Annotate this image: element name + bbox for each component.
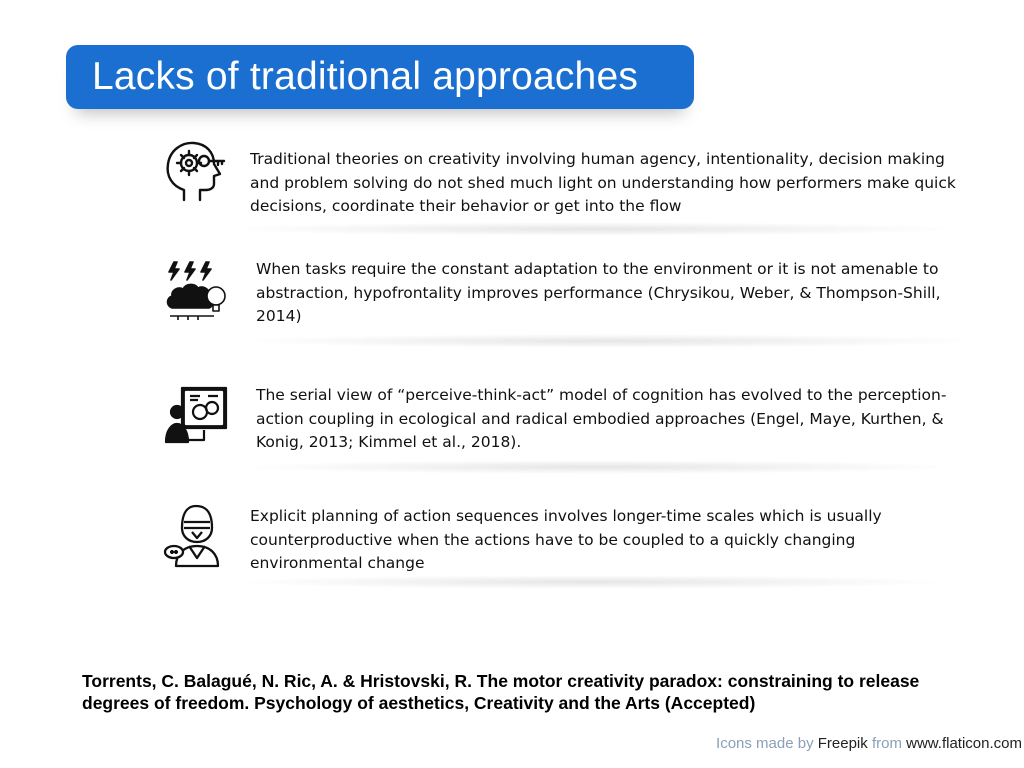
football-player-icon: [162, 500, 228, 570]
title-banner: [66, 45, 694, 109]
list-item: [164, 258, 984, 358]
brain-lightning-bulb-icon: [164, 258, 230, 328]
item-text: Explicit planning of action sequences involves longer-time scales which is usually counterproductive when the actions have to be coupled to a quickly changing environmental change: [250, 507, 882, 572]
item-shadow: [222, 222, 962, 236]
scientist-screen-icon: [164, 382, 230, 452]
head-gears-key-icon: [162, 138, 228, 208]
item-shadow: [234, 334, 984, 348]
list-item: [164, 382, 984, 482]
item-shadow: [232, 575, 952, 589]
list-item: [162, 500, 962, 600]
attribution-prefix: Icons made by: [716, 735, 818, 752]
slide-title: Lacks of traditional approaches: [92, 55, 639, 98]
item-text: The serial view of “perceive-think-act” model of cognition has evolved to the perception-action coupling in ecological and radical embodied approaches (Engel, Maye, Kurthen, & Konig, 2013; Kimmel et al., 2018).: [256, 386, 947, 451]
item-text: Traditional theories on creativity involving human agency, intentionality, decision making and problem solving do not shed much light on understanding how performers make quick decisions, coordinate their behavior or get into the flow: [250, 150, 956, 215]
attribution-author-link[interactable]: Freepik: [817, 735, 868, 752]
attribution-site-link[interactable]: www.flaticon.com: [906, 735, 1022, 752]
list-item: [162, 138, 962, 238]
icon-attribution: [716, 735, 1022, 752]
item-shadow: [234, 460, 964, 474]
attribution-middle: from: [867, 735, 907, 752]
item-text: When tasks require the constant adaptation to the environment or it is not amenable to abstraction, hypofrontality improves performance (Chrysikou, Weber, & Thompson-Shill, 2014): [256, 260, 941, 325]
citation: Torrents, C. Balagué, N. Ric, A. & Hristovski, R. The motor creativity paradox: constraining to release degrees of freedom. Psychology of aesthetics, Creativity and the Arts (Accepted): [82, 671, 920, 713]
